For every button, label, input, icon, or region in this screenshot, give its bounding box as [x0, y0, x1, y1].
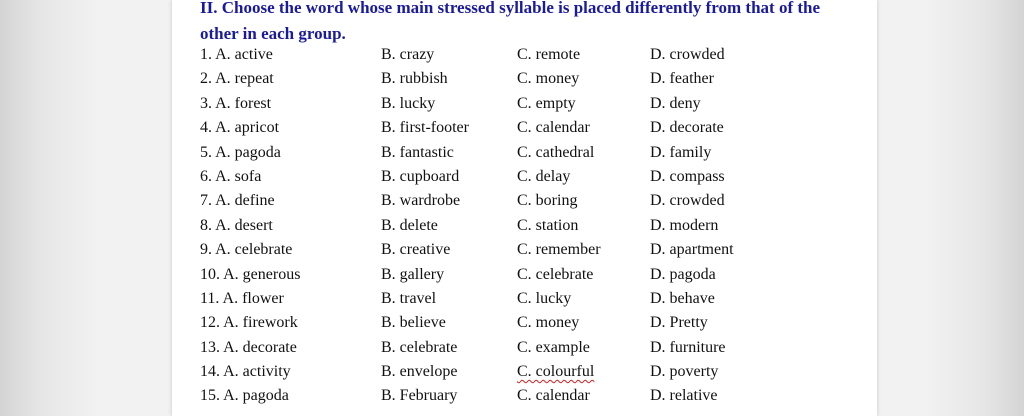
option-c: C. money	[517, 314, 580, 332]
option-d: D. decorate	[650, 119, 724, 137]
question-row-15	[200, 384, 840, 408]
option-c: C. delay	[517, 167, 571, 185]
option-b: B. February	[381, 387, 458, 405]
option-d: D. family	[650, 143, 712, 161]
option-d: D. compass	[650, 167, 725, 185]
option-b: B. celebrate	[381, 338, 458, 356]
option-c: C. lucky	[517, 289, 572, 307]
question-row-11	[200, 287, 840, 311]
option-c: C. remote	[517, 46, 581, 63]
question-row-1	[200, 43, 840, 67]
question-row-13	[200, 336, 840, 360]
option-a: 14. A. activity	[200, 363, 291, 381]
option-c: C. calendar	[517, 119, 590, 137]
option-a: 13. A. decorate	[200, 338, 297, 356]
document-page	[172, 0, 877, 416]
option-a: 6. A. sofa	[200, 167, 262, 185]
option-d: D. deny	[650, 94, 701, 112]
option-a: 1. A. active	[200, 46, 273, 63]
option-a: 9. A. celebrate	[200, 241, 293, 259]
option-a: 15. A. pagoda	[200, 387, 289, 405]
option-d: D. feather	[650, 70, 714, 88]
option-b: B. cupboard	[381, 167, 460, 185]
option-a: 10. A. generous	[200, 265, 301, 283]
option-a: 2. A. repeat	[200, 70, 274, 88]
option-d: D. apartment	[650, 241, 734, 259]
option-d: D. poverty	[650, 363, 719, 381]
option-d: D. modern	[650, 216, 719, 234]
option-a: 7. A. define	[200, 192, 275, 210]
question-list	[200, 43, 840, 409]
option-c: C. boring	[517, 192, 578, 210]
option-d: D. pagoda	[650, 265, 716, 283]
option-b: B. travel	[381, 289, 437, 307]
option-a: 5. A. pagoda	[200, 143, 281, 161]
option-b: B. creative	[381, 241, 451, 259]
option-c: C. empty	[517, 94, 576, 112]
question-row-14	[200, 360, 840, 384]
option-b: B. first-footer	[381, 119, 469, 137]
option-b: B. delete	[381, 216, 438, 234]
option-b: B. lucky	[381, 94, 436, 112]
option-c: C. remember	[517, 241, 601, 259]
option-c: C. calendar	[517, 387, 590, 405]
option-a: 3. A. forest	[200, 94, 272, 112]
option-b: B. fantastic	[381, 143, 454, 161]
option-b: B. crazy	[381, 46, 435, 63]
option-c: C. example	[517, 338, 590, 356]
question-row-2	[200, 67, 840, 91]
option-c: C. station	[517, 216, 579, 234]
option-c: C. cathedral	[517, 143, 595, 161]
option-a: 11. A. flower	[200, 289, 284, 307]
option-d: D. relative	[650, 387, 718, 405]
question-row-10	[200, 263, 840, 287]
option-d: D. furniture	[650, 338, 726, 356]
question-row-5	[200, 141, 840, 165]
option-b: B. envelope	[381, 363, 458, 381]
option-a: 8. A. desert	[200, 216, 273, 234]
question-row-8	[200, 214, 840, 238]
option-d: D. crowded	[650, 46, 725, 63]
option-a: 4. A. apricot	[200, 119, 280, 137]
question-row-3	[200, 92, 840, 116]
option-b: B. believe	[381, 314, 446, 332]
question-row-12	[200, 311, 840, 335]
question-row-7	[200, 189, 840, 213]
option-b: B. rubbish	[381, 70, 448, 88]
option-c-spellcheck-underlined: C. colourful	[517, 363, 595, 381]
question-row-6	[200, 165, 840, 189]
option-a: 12. A. firework	[200, 314, 298, 332]
option-b: B. gallery	[381, 265, 445, 283]
option-d: D. crowded	[650, 192, 725, 210]
question-row-9	[200, 238, 840, 262]
option-c: C. money	[517, 70, 580, 88]
option-b: B. wardrobe	[381, 192, 461, 210]
option-c: C. celebrate	[517, 265, 594, 283]
option-d: D. behave	[650, 289, 715, 307]
option-d: D. Pretty	[650, 314, 708, 332]
question-row-4	[200, 116, 840, 140]
exercise-heading: II. Choose the word whose main stressed syllable is placed differently from that of the other in each group.	[200, 0, 821, 43]
